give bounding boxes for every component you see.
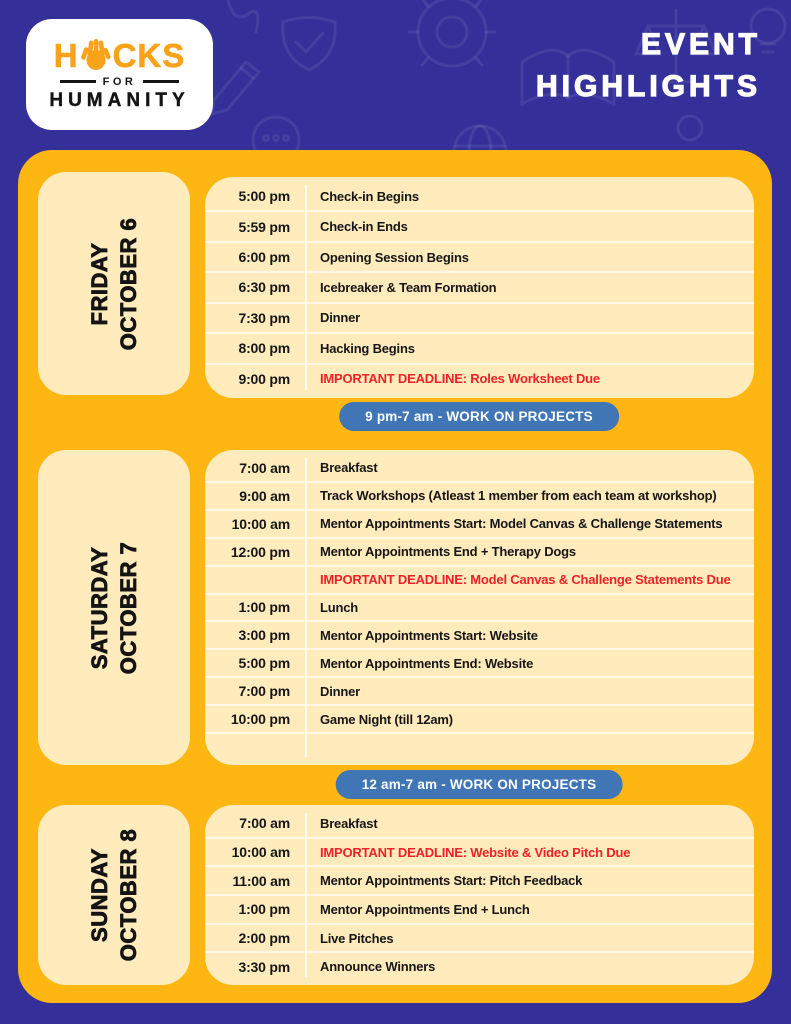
- day-name: FRIDAY: [86, 242, 112, 325]
- schedule-row: [205, 302, 754, 332]
- work-on-projects-banner: 9 pm-7 am - WORK ON PROJECTS: [339, 402, 619, 431]
- time-cell: 6:30 pm: [238, 279, 290, 296]
- schedule-row: [205, 923, 754, 952]
- event-cell: Announce Winners: [320, 959, 436, 975]
- event-cell: Mentor Appointments Start: Website: [320, 627, 538, 643]
- event-cell: IMPORTANT DEADLINE: Model Canvas & Challenge Statements Due: [320, 572, 731, 588]
- work-on-projects-banner: 12 am-7 am - WORK ON PROJECTS: [336, 770, 623, 799]
- day-name: SATURDAY: [86, 546, 112, 669]
- schedule-row: [205, 894, 754, 923]
- schedule-panel: [205, 177, 754, 398]
- logo-wordmark: [54, 38, 186, 73]
- day-label-box: [38, 450, 190, 765]
- time-cell: 6:00 pm: [238, 249, 290, 266]
- schedule-row: [205, 455, 754, 481]
- event-cell: IMPORTANT DEADLINE: Roles Worksheet Due: [320, 371, 600, 387]
- event-cell: Dinner: [320, 683, 360, 699]
- schedule-row: [205, 648, 754, 676]
- time-cell: 10:00 am: [231, 515, 290, 532]
- hacks-for-humanity-logo: [26, 19, 213, 130]
- logo-word-right: CKS: [112, 36, 186, 74]
- time-cell: 11:00 am: [232, 872, 290, 889]
- pencil-icon: [212, 62, 259, 114]
- schedule-container: [18, 150, 772, 1003]
- logo-for-text: FOR: [102, 75, 137, 88]
- time-cell: 8:00 pm: [238, 340, 290, 357]
- event-cell: Mentor Appointments End + Lunch: [320, 901, 530, 917]
- event-cell: Track Workshops (Atleast 1 member from each team at workshop): [320, 488, 717, 504]
- time-cell: 2:00 pm: [238, 930, 290, 947]
- schedule-row: [205, 182, 754, 210]
- day-label: [85, 829, 143, 961]
- time-cell: 10:00 pm: [230, 711, 290, 728]
- squiggle-icon: [228, 0, 258, 32]
- schedule-row: [205, 363, 754, 393]
- schedule-row: [205, 951, 754, 980]
- event-cell: Mentor Appointments End + Therapy Dogs: [320, 544, 576, 560]
- event-cell: Mentor Appointments Start: Model Canvas & Challenge Statements: [320, 516, 723, 532]
- schedule-row: [205, 620, 754, 648]
- time-cell: 9:00 pm: [238, 370, 290, 387]
- gear-icon: [409, 0, 495, 66]
- shield-check-icon: [283, 18, 336, 71]
- hand-icon: [81, 38, 111, 71]
- logo-for-line: [60, 76, 180, 88]
- event-cell: IMPORTANT DEADLINE: Website & Video Pitch Due: [320, 844, 631, 860]
- time-cell: 5:59 pm: [238, 218, 290, 235]
- schedule-row: [205, 332, 754, 362]
- time-cell: 7:00 pm: [238, 683, 290, 700]
- page-title: [536, 24, 761, 108]
- day-label: [85, 541, 143, 673]
- logo-rule-right: [143, 80, 179, 83]
- logo-humanity-text: HUMANITY: [49, 89, 190, 111]
- day-label-box: [38, 805, 190, 985]
- time-cell: 7:30 pm: [238, 309, 290, 326]
- event-cell: Live Pitches: [320, 930, 394, 946]
- schedule-row: [205, 481, 754, 509]
- schedule-row: [205, 593, 754, 621]
- event-cell: Game Night (till 12am): [320, 711, 453, 727]
- time-cell: 12:00 pm: [230, 543, 290, 560]
- event-cell: Icebreaker & Team Formation: [320, 279, 497, 295]
- day-name: SUNDAY: [86, 848, 112, 942]
- time-cell: 5:00 pm: [238, 655, 290, 672]
- logo-word-left: H: [53, 36, 79, 74]
- schedule-row: [205, 837, 754, 866]
- event-cell: Mentor Appointments Start: Pitch Feedback: [320, 873, 583, 889]
- page-title-line2: HIGHLIGHTS: [536, 70, 761, 103]
- schedule-row: [205, 732, 754, 760]
- time-cell: 7:00 am: [239, 459, 290, 476]
- day-date: OCTOBER 8: [115, 828, 141, 962]
- schedule-row: [205, 865, 754, 894]
- time-cell: 5:00 pm: [238, 188, 290, 205]
- time-cell: 1:00 pm: [238, 901, 290, 918]
- schedule-row: [205, 537, 754, 565]
- day-date: OCTOBER 6: [115, 217, 141, 350]
- time-cell: 3:00 pm: [238, 627, 290, 644]
- schedule-row: [205, 509, 754, 537]
- event-cell: Breakfast: [320, 815, 378, 831]
- time-cell: 7:00 am: [239, 815, 290, 832]
- time-cell: 10:00 am: [231, 844, 290, 860]
- schedule-row: [205, 810, 754, 837]
- schedule-row: [205, 565, 754, 593]
- event-cell: Hacking Begins: [320, 340, 415, 356]
- event-cell: Lunch: [320, 599, 358, 615]
- logo-rule-left: [60, 80, 96, 83]
- schedule-row: [205, 676, 754, 704]
- day-label: [85, 217, 143, 349]
- time-cell: 1:00 pm: [238, 599, 290, 616]
- schedule-row: [205, 210, 754, 240]
- event-cell: Dinner: [320, 310, 360, 326]
- time-cell: 3:30 pm: [238, 958, 290, 975]
- schedule-row: [205, 241, 754, 271]
- event-cell: Breakfast: [320, 460, 378, 476]
- event-cell: Opening Session Begins: [320, 249, 469, 265]
- event-cell: Check-in Ends: [320, 219, 408, 235]
- page-title-line1: EVENT: [640, 28, 761, 61]
- schedule-panel: [205, 450, 754, 765]
- day-label-box: [38, 172, 190, 395]
- day-date: OCTOBER 7: [115, 541, 141, 674]
- schedule-panel: [205, 805, 754, 985]
- schedule-row: [205, 271, 754, 301]
- event-cell: Check-in Begins: [320, 188, 419, 204]
- schedule-row: [205, 704, 754, 732]
- event-cell: Mentor Appointments End: Website: [320, 655, 534, 671]
- time-cell: 9:00 am: [239, 487, 290, 504]
